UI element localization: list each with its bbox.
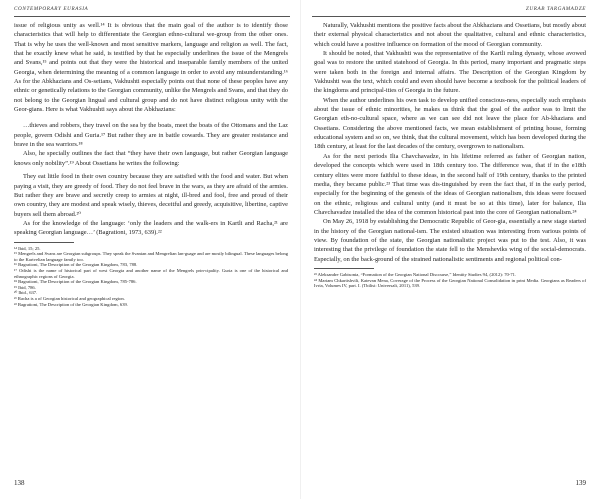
paragraph: Naturally, Vakhushti mentions the positive facts about the Abkhazians and Ossetians, but mostly about their external physical characteristics and not about the qualitative, cultural and ethnic characteristics, which could have a positive influence on formation of the mood of Georgian community. [314,22,586,48]
block-quote-abkhazians [14,121,288,149]
right-page-body [314,21,586,289]
quote-paragraph: …thieves and robbers, they travel on the sea by the boats, meet the boats of the Ottomans and the Laz people, govern Odishi and Guria.¹⁷ But rather they are in battle cowards. They are greater resistance and brave in the sea warriors.¹⁸ [14,122,288,149]
right-page [300,0,600,499]
paragraph: issue of religious unity as well.¹⁴ It is obvious that the main goal of the author is to identify those characteristics that will help to differentiate the Georgian ethno-cultural we-group from the other ones. That is why he uses the well-known and most sensitive markers, language and religion as well. The fact, that he exactly knew what he said, is testified by that he especially underlines the issue of the Mengrels and Svans,¹⁵ and points out that they were the historical and inseparable family members of the united Georgia, when determining the meaning of a common language in order to avoid any misunderstanding.¹⁶ As for the Abkhazians and Os-setians, Vakhushti especially points out that none of these peoples have any ethnic or genetically relations to the Georgian community, unlike the Mengrels and Svans, and that they do not belong to the Georgian lingual and cultural group and do not have distinct religious unity with the Geor-gians. Here is what Vakhushti says about the Abkhazians: [14,22,288,114]
page-number-right: 139 [575,479,586,487]
footnote: ²² Bagrationi, The Description of the Georgian Kingdom, 639. [14,301,128,307]
footnote: ¹⁵ Mengrels and Svans are Georgian subgroups. They speak the Svanian and Mengrelian lan-guage and are mostly bilingual. These languages belong to the Kartvelian language family too. [14,251,288,262]
quote-paragraph: They eat little food in their own country because they are satisfied with the food and water. But when paying a visit, they are greedy of food. They do not feel brave in the wars, as they are afraid of the armies. But rather they are brave and secretly creep to armies at night, ill-bred and fool, free and proud of their own country, they are modest and speak wisely, thieves, deceitful and greedy, acquisitive, libertine, captive buyers sell them abroad.²⁰ [14,173,288,218]
footnote-rule [14,242,74,243]
footnote: ¹⁴ Ibid, 15; 25. [14,245,41,251]
footnote: ²³ Aleksandre Gabisonia, “Formation of the Georgian National Discourse,” Identity Studies 94, (2012): 70-71. [314,271,517,277]
paragraph: As for the next periods Ilia Chavchavadze, in his lifetime referred as father of Georgian nation, developed the concepts which were used in 18th century too. The difference was, that if in the e18th century elites were more faithful to these ideas, in the second half of 19th century, thanks to the printed media, they became public.²³ That time was dis-tinguished by even the fact that, if in the early period, especially for the beginning of the genesis of the ideas of Georgian nationalism, this ideas were focused on the ethnic, religious and cultural unity (and it must be so at this time), later for balance, Ilia Chavchavadze installed the idea of the common historical past into the core of Georgian nationalism.²⁴ [314,152,586,216]
footnote: ¹⁸ Bagrationi, The Description of the Georgian Kingdom, 785-786. [14,279,137,285]
block-quote-ossetians [14,172,288,219]
paragraph: It should be noted, that Vakhushti was the representative of the Kartli ruling dynasty, whose avowed goal was to restore the united statehood of Georgia. In this period, many important and pragmatic steps were taken both in the foreign and internal affairs. The Description of the Georgian Kingdom by Vakhushti was the text, which could and even should have become a textbook for the political leaders of the kingdoms and principal-ities of Georgia in the future. [314,50,586,95]
footnote-rule [314,268,374,269]
footnote: ²¹ Racha is a of Georgian historical and geographical region. [14,295,125,301]
paragraph: Also, he specially outlines the fact that “they have their own language, but rather Georgian language knows only nobility”.¹⁹ About Ossetians he writes the following: [14,150,288,167]
header-rule-left [14,16,290,17]
left-page-body [14,21,288,307]
footnote: ¹⁶ Bagrationi, The Description of the Georgian Kingdom, 783, 788. [14,262,138,268]
footnote: ¹⁷ Odishi is the name of historical part of west Georgia and another name of the Mengrels prin-cipality. Guria is one of the historical and ethnographic regions of Georgia. [14,267,288,279]
paragraph: On May 26, 1918 by establishing the Democratic Republic of Geor-gia, essentially a new stage started in the history of the Georgian national-ism. The existed situation was interesting from various points of view. By foundation of the state, the Georgian nationalistic project was put to the test. Also, it was interesting that the privilege of foundation the state fell to the Mensheviks wing of the social-democrats. Especially, on the back-ground of the strained nationalistic sentiments and regional political con- [314,218,586,263]
page-number-left: 138 [14,479,25,487]
footnote: ¹⁹ Ibid, 786. [14,284,36,290]
footnote: ²⁰ Ibid., 637. [14,290,38,296]
footnote: ²⁴ Mariam Chkartishvili, Katevan Mena, Coverage of the Process of the Georgian National Consolidation in print Media. Georgians as Readers of Ivria, Volumes IV, part. I. (Tbilisi: Universali, 2011), 539. [314,277,586,289]
paragraph: When the author underlines his own task to develop unified conscious-ness, especially such emphasis about the issue of ethnic minorities, he makes us think that the goal of the author was to limit the Georgian eth-no-cultural space, where as we can see did not leave the place for Ab-khazians and Ossetians. Considering the above mentioned facts, we mean establishment of printing house, forming educational system and so on, we think, that the cultural movement, which has been developed during the 18th century, at least for the last decades of the century, overgrown to nationalism. [314,96,586,151]
paragraph: As for the knowledge of the language: ‘only the leaders and the walk-ers in Kartli and Racha,²¹ are speaking Georgian language…’ (Bagrationi, 1973, 639).²² [14,219,288,237]
running-head-left: CONTEMPORARY EURASIA [14,6,89,12]
header-rule-right [312,16,586,17]
running-head-right: ZURAB TARGAMADZE [525,6,586,12]
